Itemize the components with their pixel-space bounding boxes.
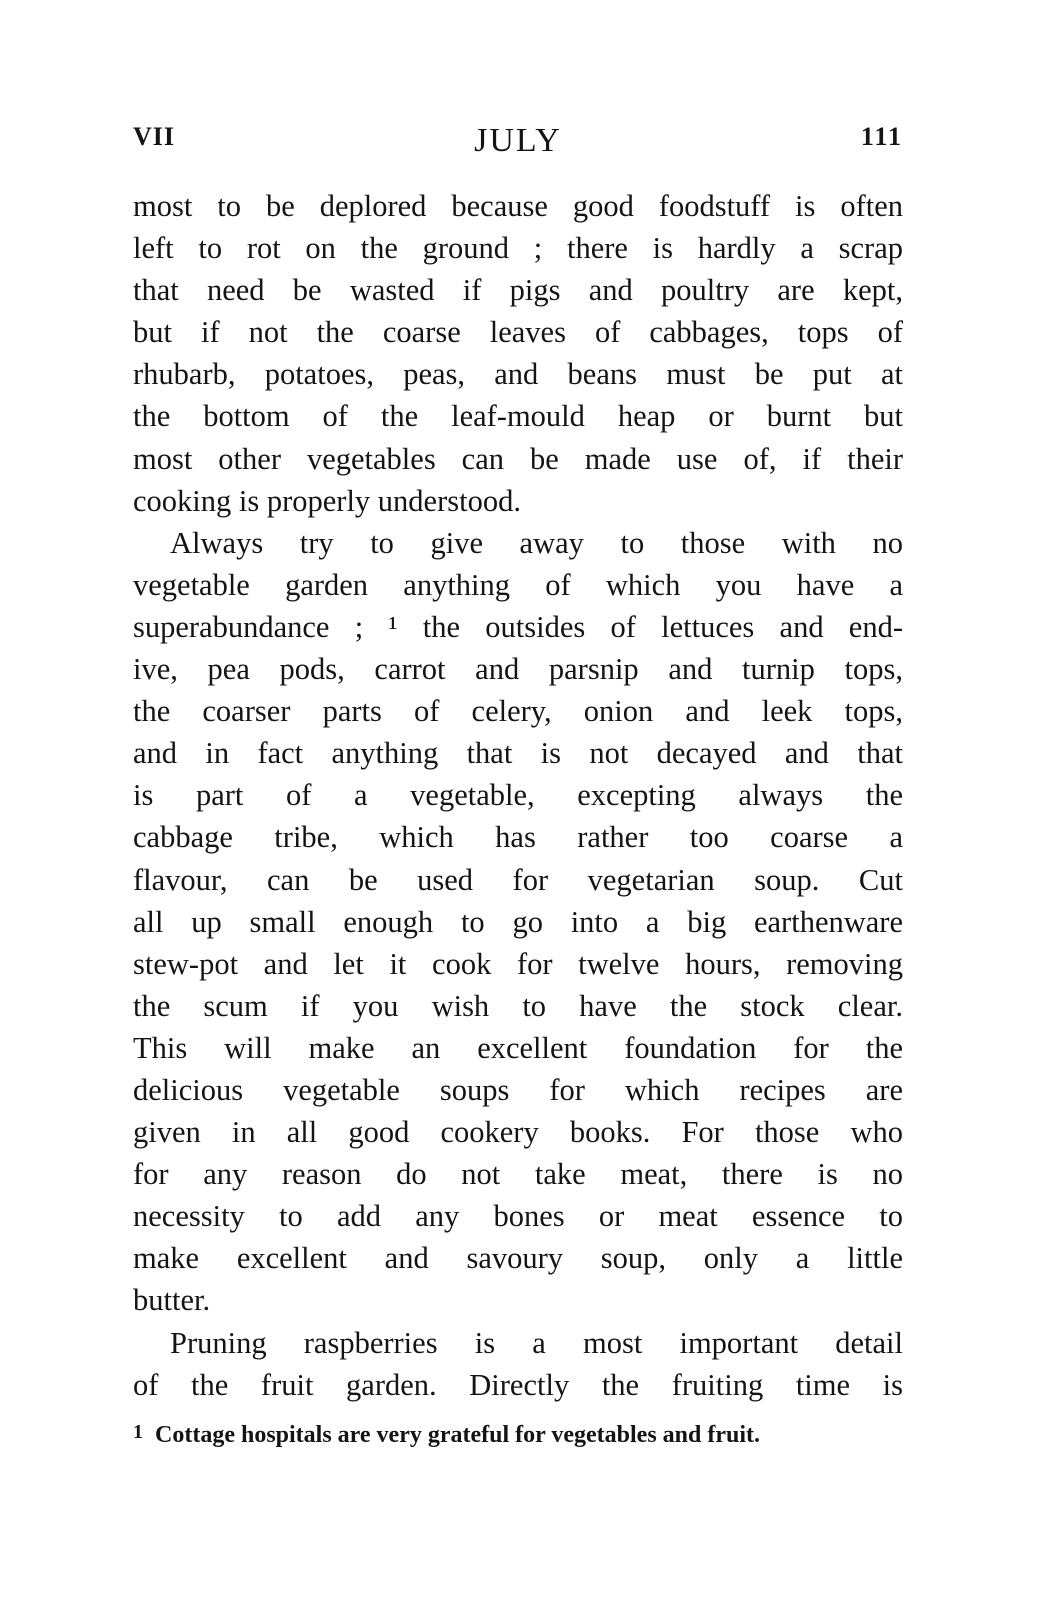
- text-line: most to be deplored because good foodstuff is often: [133, 189, 903, 223]
- text-line: that need be wasted if pigs and poultry are kept,: [133, 273, 903, 308]
- text-line: left to rot on the ground ; there is hardly a scrap: [133, 231, 903, 266]
- text-line: all up small enough to go into a big earthenware: [133, 904, 903, 939]
- text-line: ive, pea pods, carrot and parsnip and turnip tops,: [133, 652, 903, 687]
- text-line: the coarser parts of celery, onion and leek tops,: [133, 694, 903, 729]
- footnote-text: Cottage hospitals are very grateful for vegetables and fruit.: [155, 1422, 761, 1448]
- page-number: 111: [860, 122, 903, 151]
- text-line: stew-pot and let it cook for twelve hours, removing: [133, 946, 903, 981]
- text-line: of the fruit garden. Directly the fruiting time is: [133, 1367, 903, 1402]
- text-line: is part of a vegetable, excepting always the: [133, 778, 903, 813]
- text-line: Pruning raspberries is a most important detail: [170, 1325, 903, 1360]
- text-line: but if not the coarse leaves of cabbages, tops of: [133, 315, 903, 350]
- text-line: cooking is properly understood.: [133, 483, 521, 518]
- text-line: rhubarb, potatoes, peas, and beans must be put at: [133, 357, 903, 392]
- text-line: superabundance ; ¹ the outsides of lettuces and end-: [133, 609, 903, 644]
- footnote-mark: 1: [133, 1421, 143, 1443]
- text-line: This will make an excellent foundation for the: [133, 1030, 903, 1065]
- text-line: delicious vegetable soups for which recipes are: [133, 1072, 903, 1107]
- text-line: for any reason do not take meat, there is no: [133, 1157, 903, 1192]
- text-line: the bottom of the leaf-mould heap or burnt but: [133, 399, 903, 434]
- text-line: most other vegetables can be made use of, if their: [133, 441, 903, 476]
- chapter-title: JULY: [474, 122, 562, 159]
- text-line: Always try to give away to those with no: [170, 525, 903, 560]
- text-line: and in fact anything that is not decayed and that: [133, 736, 903, 771]
- text-line: the scum if you wish to have the stock clear.: [133, 988, 903, 1023]
- text-line: cabbage tribe, which has rather too coarse a: [133, 820, 903, 855]
- text-line: necessity to add any bones or meat essence to: [133, 1199, 903, 1234]
- text-line: given in all good cookery books. For those who: [133, 1115, 903, 1150]
- text-line: vegetable garden anything of which you have a: [133, 567, 903, 602]
- running-header: [133, 122, 903, 168]
- text-line: flavour, can be used for vegetarian soup. Cut: [133, 862, 903, 897]
- text-line: make excellent and savoury soup, only a little: [133, 1241, 903, 1276]
- chapter-number: VII: [133, 122, 176, 151]
- text-line: butter.: [133, 1283, 211, 1318]
- footnote: [133, 1416, 903, 1451]
- body-text: [133, 185, 903, 1406]
